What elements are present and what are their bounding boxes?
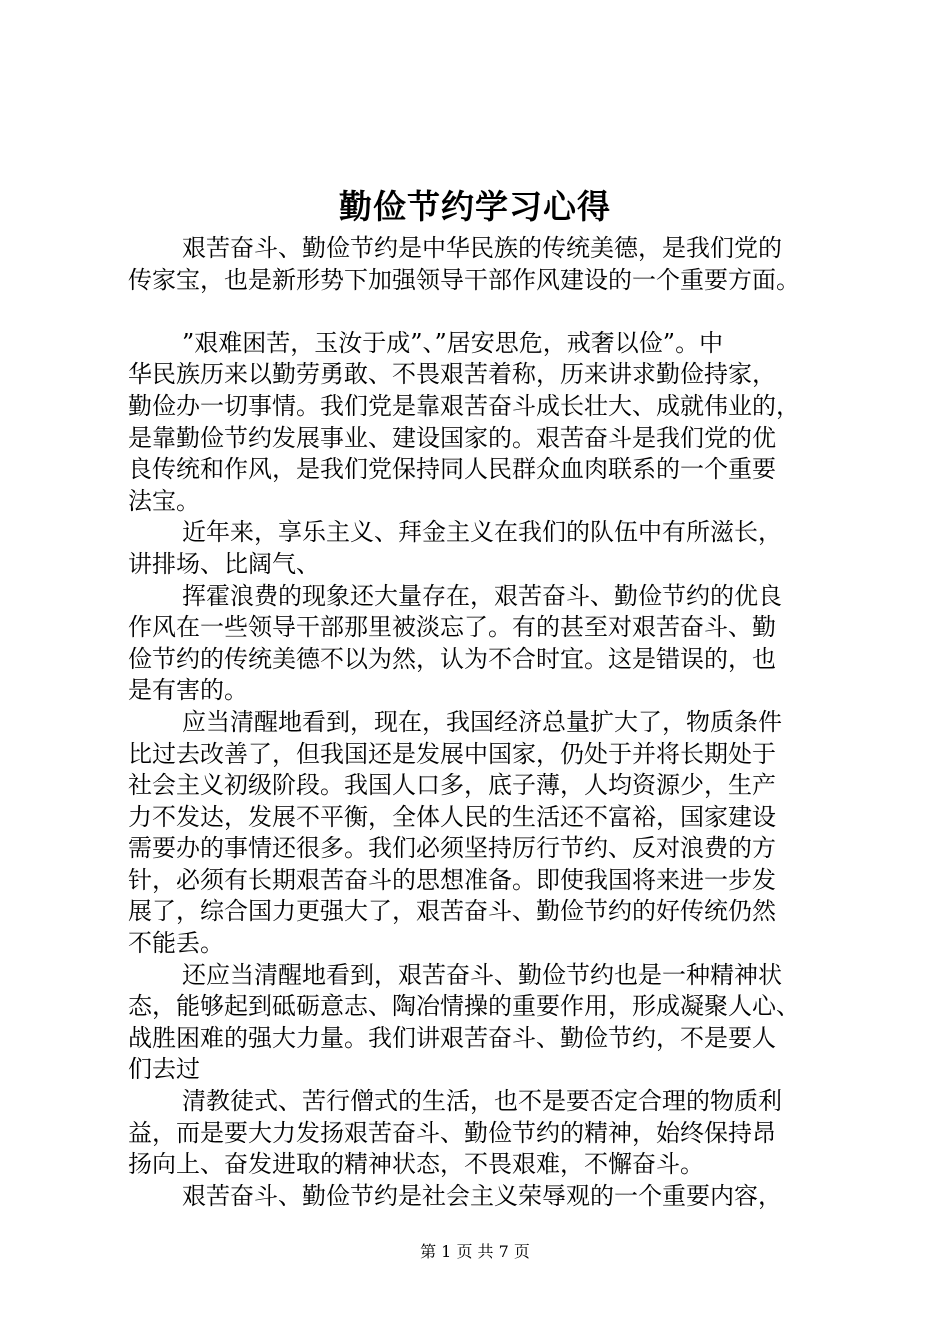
page-title: 勤俭节约学习心得 <box>339 187 611 226</box>
text-line: 挥霍浪费的现象还大量存在，艰苦奋斗、勤俭节约的优良 <box>182 581 782 610</box>
text-line: 作风在一些领导干部那里被淡忘了。有的甚至对艰苦奋斗、勤 <box>128 613 776 642</box>
text-line: 益，而是要大力发扬艰苦奋斗、勤俭节约的精神，始终保持昂 <box>128 1118 776 1147</box>
text-line: 力不发达，发展不平衡，全体人民的生活还不富裕，国家建设 <box>128 802 776 831</box>
text-line: 展了，综合国力更强大了，艰苦奋斗、勤俭节约的好传统仍然 <box>128 897 776 926</box>
text-line: 不能丢。 <box>128 929 224 958</box>
page-footer: 第 1 页 共 7 页 <box>420 1242 530 1261</box>
text-line: 勤俭办一切事情。我们党是靠艰苦奋斗成长壮大、成就伟业的， <box>128 391 800 420</box>
text-line: 应当清醒地看到，现在，我国经济总量扩大了，物质条件 <box>182 707 782 736</box>
text-line: 良传统和作风，是我们党保持同人民群众血肉联系的一个重要 <box>128 455 776 484</box>
text-line: 近年来，享乐主义、拜金主义在我们的队伍中有所滋长， <box>182 518 782 547</box>
text-line: 清教徒式、苦行僧式的生活，也不是要否定合理的物质利 <box>182 1087 782 1116</box>
text-line: 战胜困难的强大力量。我们讲艰苦奋斗、勤俭节约，不是要人 <box>128 1023 776 1052</box>
text-line: 华民族历来以勤劳勇敢、不畏艰苦着称，历来讲求勤俭持家， <box>128 360 776 389</box>
text-line: 法宝。 <box>128 486 200 515</box>
text-line: 是靠勤俭节约发展事业、建设国家的。艰苦奋斗是我们党的优 <box>128 423 776 452</box>
text-line: 社会主义初级阶段。我国人口多，底子薄，人均资源少，生产 <box>128 771 776 800</box>
document-body <box>128 233 848 1212</box>
text-line: 是有害的。 <box>128 676 248 705</box>
text-line: 艰苦奋斗、勤俭节约是社会主义荣辱观的一个重要内容， <box>182 1181 782 1210</box>
text-line: 俭节约的传统美德不以为然，认为不合时宜。这是错误的，也 <box>128 644 776 673</box>
text-line: 还应当清醒地看到，艰苦奋斗、勤俭节约也是一种精神状 <box>182 960 782 989</box>
text-line: 需要办的事情还很多。我们必须坚持厉行节约、反对浪费的方 <box>128 834 776 863</box>
text-line: 传家宝，也是新形势下加强领导干部作风建设的一个重要方面。 <box>128 265 800 294</box>
text-line: 扬向上、奋发进取的精神状态，不畏艰难，不懈奋斗。 <box>128 1150 704 1179</box>
text-line: 态，能够起到砥砺意志、陶冶情操的重要作用，形成凝聚人心、 <box>128 992 800 1021</box>
text-line: 比过去改善了，但我国还是发展中国家，仍处于并将长期处于 <box>128 739 776 768</box>
text-line: 讲排场、比阔气、 <box>128 549 320 578</box>
text-line: 们去过 <box>128 1055 200 1084</box>
blank-line <box>128 296 848 328</box>
text-line: ”艰难困苦，玉汝于成”、”居安思危，戒奢以俭”。中 <box>182 328 724 357</box>
text-line: 针，必须有长期艰苦奋斗的思想准备。即使我国将来进一步发 <box>128 865 776 894</box>
text-line: 艰苦奋斗、勤俭节约是中华民族的传统美德，是我们党的 <box>182 234 782 262</box>
